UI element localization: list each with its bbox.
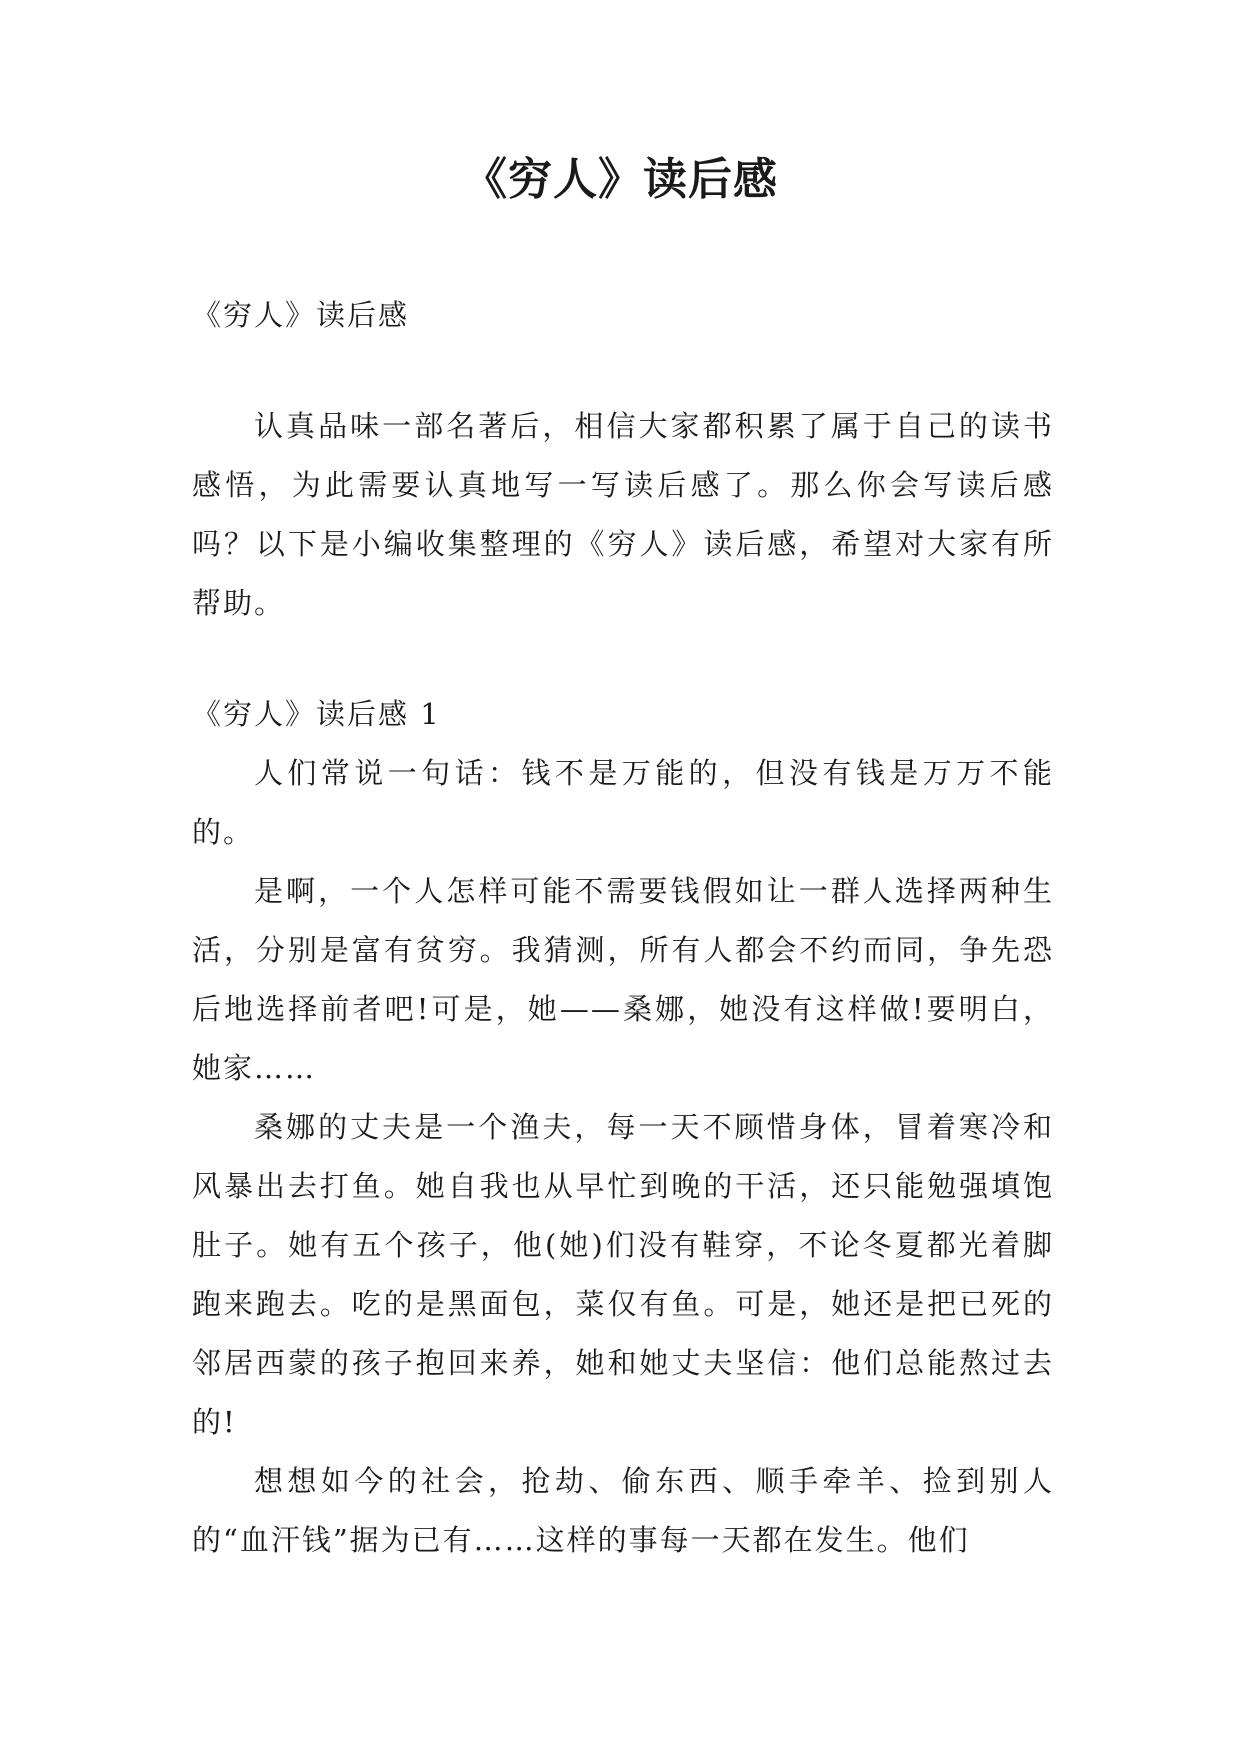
section-heading: 《穷人》读后感 1 <box>192 697 441 731</box>
document-title: 《穷人》读后感 <box>463 154 778 205</box>
spacer <box>192 633 1054 685</box>
document-subtitle: 《穷人》读后感 <box>192 298 410 332</box>
paragraph: 人们常说一句话：钱不是万能的，但没有钱是万万不能的。 <box>192 756 1054 849</box>
spacer <box>192 345 1054 397</box>
paragraph: 桑娜的丈夫是一个渔夫，每一天不顾惜身体，冒着寒冷和风暴出去打鱼。她自我也从早忙到晚的干活，还只能勉强填饱肚子。她有五个孩子，他(她)们没有鞋穿，不论冬夏都光着脚跑来跑去。吃的是黑面包，菜仅有鱼。可是，她还是把已死的邻居西蒙的孩子抱回来养，她和她丈夫坚信：他们总能熬过去的! <box>192 1110 1054 1439</box>
intro-paragraph: 认真品味一部名著后，相信大家都积累了属于自己的读书感悟，为此需要认真地写一写读后感了。那么你会写读后感吗？以下是小编收集整理的《穷人》读后感，希望对大家有所帮助。 <box>192 409 1054 620</box>
document-body <box>192 286 1054 1570</box>
paragraph: 想想如今的社会，抢劫、偷东西、顺手牵羊、捡到别人的“血汗钱”据为已有……这样的事每一天都在发生。他们 <box>192 1464 1054 1557</box>
paragraph: 是啊，一个人怎样可能不需要钱假如让一群人选择两种生活，分别是富有贫穷。我猜测，所有人都会不约而同，争先恐后地选择前者吧!可是，她——桑娜，她没有这样做!要明白，她家…… <box>192 874 1054 1085</box>
